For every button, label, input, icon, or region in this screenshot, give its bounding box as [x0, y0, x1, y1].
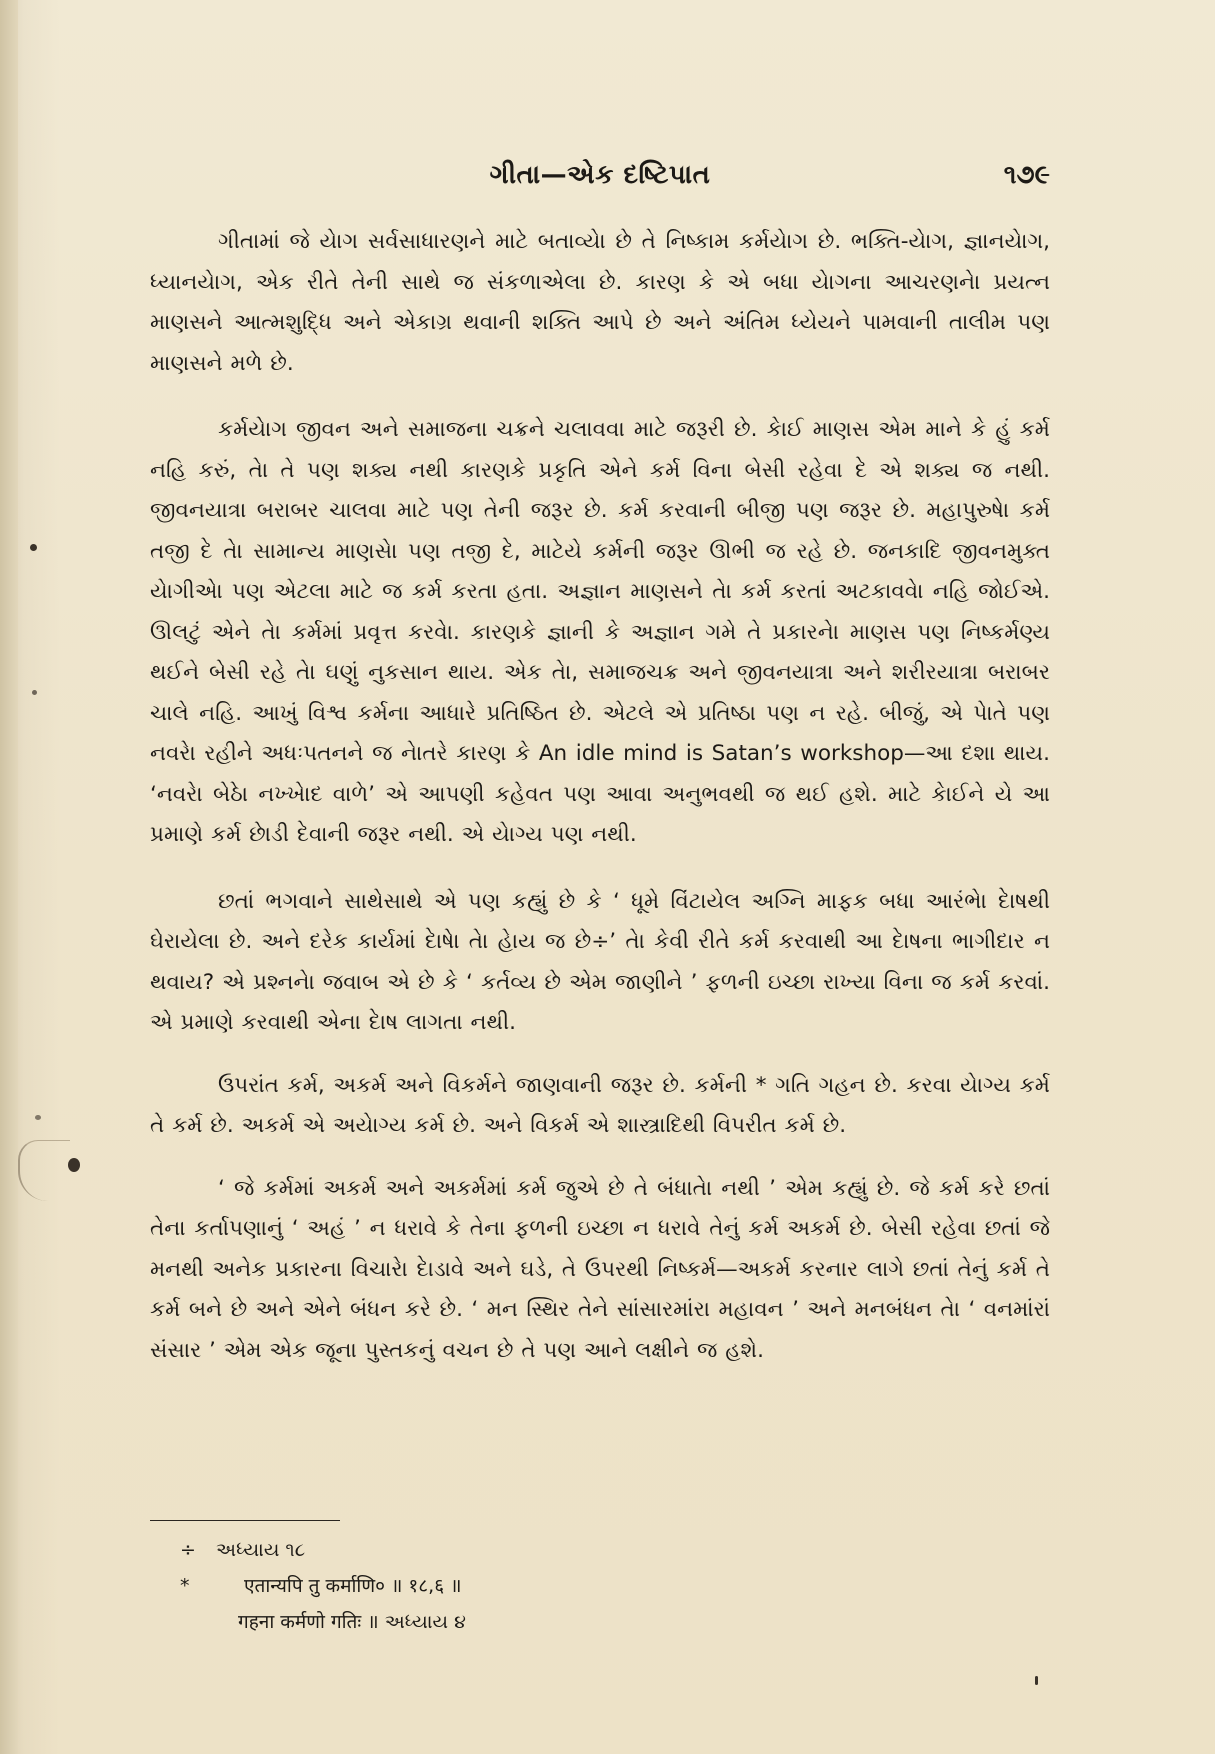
page-number: ૧૭૯: [1003, 160, 1050, 190]
footnote: [180, 1568, 980, 1604]
page-binding-edge: [0, 0, 18, 1754]
paragraph: કર્મયેાગ જીવન અને સમાજના ચક્રને ચલાવવા માટે જરૂરી છે. કેાઈ માણસ એમ માને કે હું કર્મ નહિ કરું, તેા તે પણ શક્ય નથી કારણકે પ્રકૃતિ એને કર્મ વિના બેસી રહેવા દે એ શક્ય જ નથી. જીવનયાત્રા બરાબર ચાલવા માટે પણ તેની જરૂર છે. કર્મ કરવાની બીજી પણ જરૂર છે. મહાપુરુષેા કર્મ તજી દે તેા સામાન્ય માણસેા પણ તજી દે, માટેયે કર્મની જરૂર ઊભી જ રહે છે. જનકાદિ જીવનમુક્ત યેાગીએા પણ એટલા માટે જ કર્મ કરતા હતા. અજ્ઞાન માણસને તેા કર્મ કરતાં અટકાવવેા નહિ જોઈએ. ઊલટું એને તેા કર્મમાં પ્રવૃત્ત કરવેા. કારણકે જ્ઞાની કે અજ્ઞાન ગમે તે પ્રકારનેા માણસ પણ નિષ્કર્મણ્ય થઈને બેસી રહે તેા ઘણું નુકસાન થાય. એક તેા, સમાજચક્ર અને જીવનયાત્રા અને શરીરયાત્રા બરાબર ચાલે નહિ. આખું વિશ્વ કર્મના આધારે પ્રતિષ્ઠિત છે. એટલે એ પ્રતિષ્ઠા પણ ન રહે. બીજું, એ પેાતે પણ નવરેા રહીને અધઃપતનને જ નેાતરે કારણ કે An idle mind is Satan’s workshop—આ દશા થાય. ‘નવરેા બેઠેા નખ્ખેાદ વાળે’ એ આપણી કહેવત પણ આવા અનુભવથી જ થઈ હશે. માટે કેાઈને યે આ પ્રમાણે કર્મ છેાડી દેવાની જરૂર નથી. એ યેાગ્ય પણ નથી.: [150, 417, 1050, 847]
footnote-text: एतान्यपि तु कर्माणि० ॥ १८,६ ॥: [244, 1575, 462, 1597]
page-header: [150, 160, 1050, 200]
running-title: ગીતા—એક દષ્ટિપાત: [489, 160, 711, 190]
paragraph: છતાં ભગવાને સાથેસાથે એ પણ કહ્યું છે કે ‘ ધૂમે વિંટાયેલ અગ્નિ માફક બધા આરંભેા દેાષથી ઘેરાયેલા છે. અને દરેક કાર્યમાં દેાષેા તેા હેાય જ છે÷’ તેા કેવી રીતે કર્મ કરવાથી આ દેાષના ભાગીદાર ન થવાય? એ પ્રશ્નનેા જવાબ એ છે કે ‘ કર્તવ્ય છે એમ જાણીને ’ ફળની ઇચ્છા રાખ્યા વિના જ કર્મ કરવાં. એ પ્રમાણે કરવાથી એના દેાષ લાગતા નથી.: [150, 888, 1050, 1035]
ink-spot: [68, 1158, 80, 1172]
footnote-mark: ÷: [180, 1539, 196, 1561]
body-text: [150, 222, 1050, 1393]
page-tear-mark: [18, 1140, 70, 1201]
footnote-continuation: गहना कर्मणो गतिः ॥ અધ્યાય ૪: [238, 1611, 466, 1633]
ink-spot: [32, 690, 37, 695]
paragraph: ‘ જે કર્મમાં અકર્મ અને અકર્મમાં કર્મ જુએ છે તે બંધાતેા નથી ’ એમ કહ્યું છે. જે કર્મ કરે છતાં તેના કર્તાપણાનું ‘ અહં ’ ન ધરાવે કે તેના ફળની ઇચ્છા ન ધરાવે તેનું કર્મ અકર્મ છે. બેસી રહેવા છતાં જે મનથી અનેક પ્રકારના વિચારેા દેાડાવે અને ઘડે, તે ઉપરથી નિષ્કર્મ—અકર્મ કરનાર લાગે છતાં તેનું કર્મ તે કર્મ બને છે અને એને બંધન કરે છે. ‘ મન સ્થિર તેને સાંસારમાંરા મહાવન ’ અને મનબંધન તેા ‘ વનમાંરાં સંસાર ’ એમ એક જૂના પુસ્તકનું વચન છે તે પણ આને લક્ષીને જ હશે.: [150, 1175, 1050, 1363]
footnotes: [180, 1532, 980, 1640]
footnote-separator: [150, 1520, 340, 1521]
footnote: [180, 1532, 980, 1568]
paragraph: ઉપરાંત કર્મ, અકર્મ અને વિકર્મને જાણવાની જરૂર છે. કર્મની * ગતિ ગહન છે. કરવા યેાગ્ય કર્મ તે કર્મ છે. અકર્મ એ અયેાગ્ય કર્મ છે. અને વિકર્મ એ શાસ્ત્રાદિથી વિપરીત કર્મ છે.: [150, 1072, 1050, 1138]
ink-spot: [1035, 1676, 1038, 1685]
footnote-text: અધ્યાય ૧૮: [216, 1539, 306, 1561]
ink-spot: [30, 544, 37, 551]
ink-spot: [35, 1115, 41, 1120]
footnote-mark: *: [180, 1575, 190, 1597]
paragraph: ગીતામાં જે યેાગ સર્વસાધારણને માટે બતાવ્યેા છે તે નિષ્કામ કર્મયેાગ છે. ભક્તિ-યેાગ, જ્ઞાનયેાગ, ધ્યાનયેાગ, એક રીતે તેની સાથે જ સંકળાએલા છે. કારણ કે એ બધા યેાગના આચરણનેા પ્રયત્ન માણસને આત્મશુદ્ધિ અને એકાગ્ર થવાની શક્તિ આપે છે અને અંતિમ ધ્યેયને પામવાની તાલીમ પણ માણસને મળે છે.: [150, 229, 1050, 376]
